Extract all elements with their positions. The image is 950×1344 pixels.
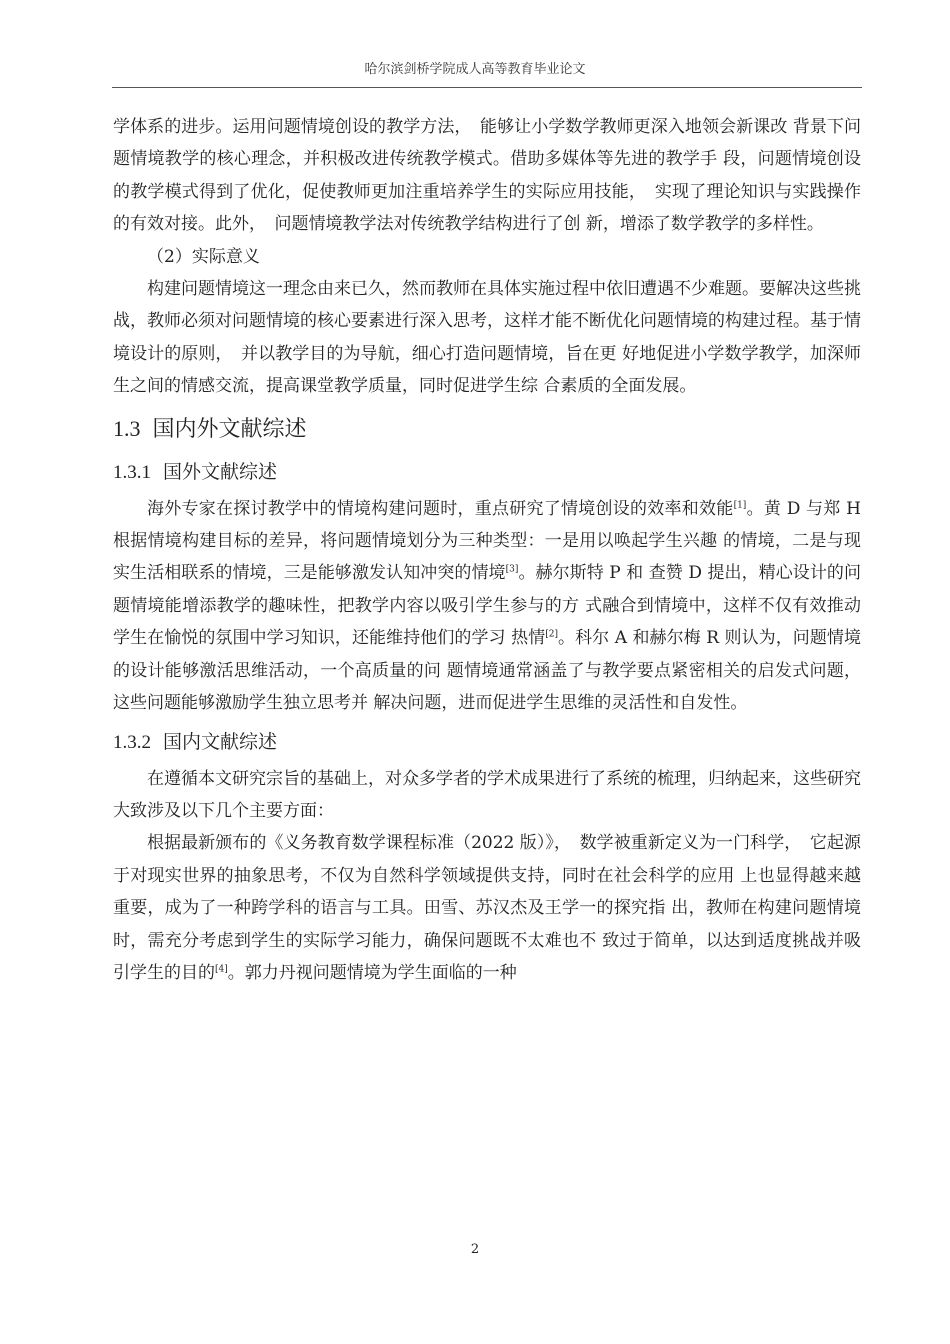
page-number: 2 bbox=[470, 1242, 480, 1257]
paragraph-continued: 学体系的进步。运用问题情境创设的教学方法， 能够让小学数学教师更深入地领会新课改 背景下问题情境教学的核心理念，并积极改进传统教学模式。借助多媒体等先进的教学手 段，问题情境创设的教学模式得到了优化，促使教师更加注重培养学生的实际应用技能， 实现了理论知识与实践操作的有效对接。此外， 问题情境教学法对传统教学结构进行了创 新，增添了数学教学的多样性。 bbox=[113, 117, 861, 235]
subsection-heading-1-3-2 bbox=[113, 724, 861, 761]
citation-ref: [3] bbox=[505, 564, 519, 575]
subsection-label-practical-significance: （2）实际意义 bbox=[147, 246, 260, 267]
paragraph-domestic-intro: 在遵循本文研究宗旨的基础上，对众多学者的学术成果进行了系统的梳理，归纳起来，这些研究大致涉及以下几个主要方面： bbox=[113, 768, 861, 821]
paragraph-foreign-literature bbox=[113, 493, 861, 720]
citation-ref: [4] bbox=[215, 964, 228, 975]
subsection-title: 国外文献综述 bbox=[163, 460, 278, 483]
page-body bbox=[113, 111, 861, 989]
text-run: 。赫尔斯特 P 和 查赞 D 提出，精心设计的问题情境能增添教学的趣味性，把教学内容以吸引学生参与的方 式融合到情境中，这样不仅有效推动学生在愉悦的氛围中学习知识，还能维持他们的学习 热情 bbox=[113, 563, 862, 649]
paragraph-curriculum-standard bbox=[113, 827, 861, 989]
text-run: 根据最新颁布的《义务教育数学课程标准（2022 版）》， 数学被重新定义为一门科学， 它起源于对现实世界的抽象思考，不仅为自然科学领域提供支持，同时在社会科学的应用 上也显得越来越重要，成为了一种跨学科的语言与工具。田雪、苏汉杰及王学一的探究指 出，教师在构建问题情境时，需充分考虑到学生的实际学习能力，确保问题既不太难也不 致过于简单，以达到适度挑战并吸引学生的目的 bbox=[113, 833, 861, 983]
citation-ref: [1] bbox=[733, 500, 747, 510]
subsection-number: 1.3.2 bbox=[113, 731, 151, 753]
paragraph-practical-significance: 构建问题情境这一理念由来已久，然而教师在具体实施过程中依旧遭遇不少难题。要解决这些挑战，教师必须对问题情境的核心要素进行深入思考，这样才能不断优化问题情境的构建过程。基于情境设计的原则， 并以教学目的为导航，细心打造问题情境，旨在更 好地促进小学数学教学，加深师生之间的情感交流，提高课堂教学质量，同时促进学生综 合素质的全面发展。 bbox=[113, 279, 861, 397]
subsection-heading-1-3-1 bbox=[113, 454, 861, 491]
citation-ref: [2] bbox=[545, 629, 558, 640]
text-run: 。郭力丹视问题情境为学生面临的一种 bbox=[227, 962, 517, 983]
section-number: 1.3 bbox=[113, 415, 141, 441]
text-run: 海外专家在探讨教学中的情境构建问题时，重点研究了情境创设的效率和效能 bbox=[147, 498, 734, 519]
subsection-title: 国内文献综述 bbox=[163, 730, 278, 753]
text-run: 。科尔 A 和赫尔梅 R 则认为，问题情境的设计能够激活思维活动，一个高质量的问 题情境通常涵盖了与教学要点紧密相关的启发式问题，这些问题能够激励学生独立思考并 解决问题，进而促进学生思维的灵活性和自发性。 bbox=[113, 628, 861, 714]
section-title: 国内外文献综述 bbox=[152, 416, 307, 442]
subsection-number: 1.3.1 bbox=[113, 461, 151, 483]
text-run: 。黄 D 与郑 H 根据情境构建目标的差异，将问题情境划分为三种类型：一是用以唤起学生兴趣 的情境，二是与现实生活相联系的情境，三是能够激发认知冲突的情境 bbox=[113, 498, 861, 584]
running-header: 哈尔滨剑桥学院成人高等教育毕业论文 bbox=[364, 62, 586, 77]
section-heading-1-3 bbox=[113, 409, 861, 450]
header-rule bbox=[112, 87, 862, 88]
